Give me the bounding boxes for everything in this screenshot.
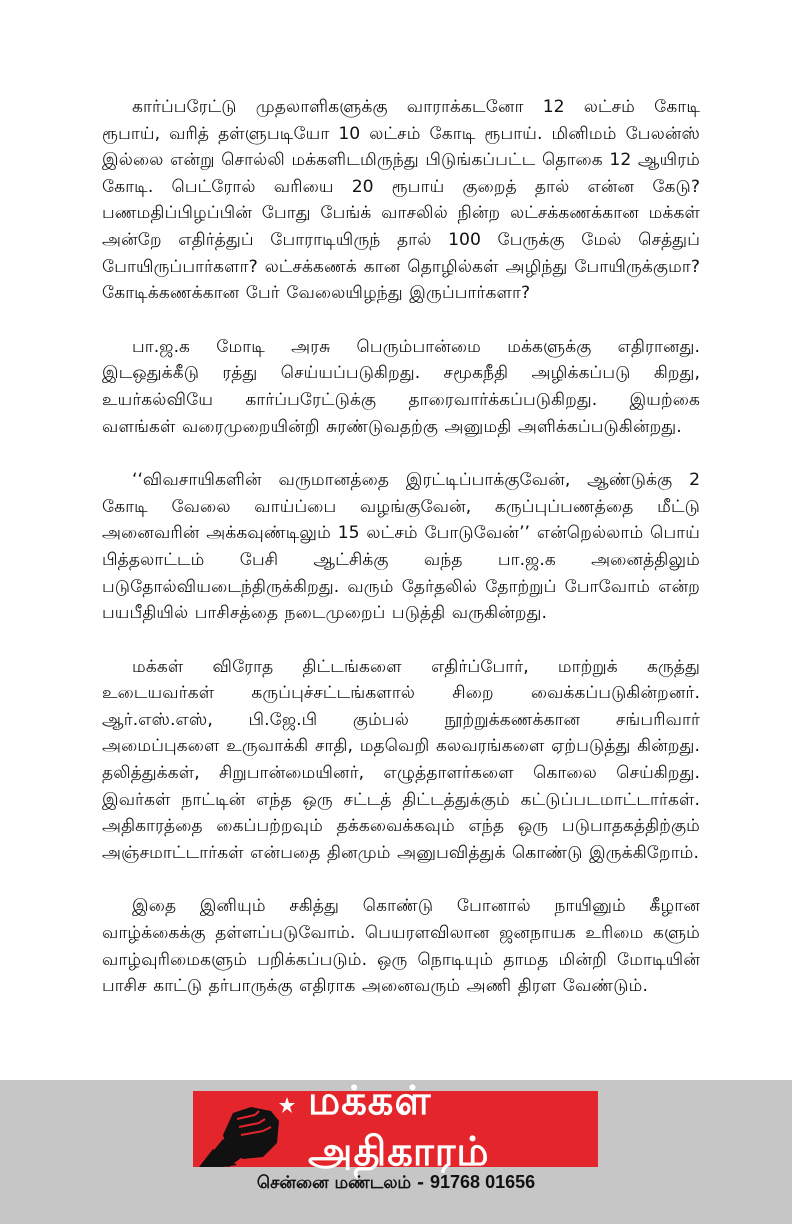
organization-name: மக்கள் அதிகாரம் [308, 1078, 490, 1175]
raised-fist-star-icon [193, 1091, 303, 1167]
paragraph-4: மக்கள் விரோத திட்டங்களை எதிர்ப்போர், மாற்றுக் கருத்து உடையவர்கள் கருப்புச்சட்டங்களால் சிறை வைக்கப்படுகின்றனர். ஆர்.எஸ்.எஸ், பி.ஜே.பி கும்பல் நூற்றுக்கணக்கான சங்பரிவார் அமைப்புகளை உருவாக்கி சாதி, மதவெறி கலவரங்களை ஏற்படுத்து கின்றது. தலித்துக்கள், சிறுபான்மையினர், எழுத்தாளர்களை கொலை செய்கிறது. இவர்கள் நாட்டின் எந்த ஒரு சட்டத் திட்டத்துக்கும் கட்டுப்படமாட்டார்கள். அதிகாரத்தை கைப்பற்றவும் தக்கவைக்கவும் எந்த ஒரு படுபாதகத்திற்கும் அஞ்சமாட்டார்கள் என்பதை தினமும் அனுபவித்துக் கொண்டு இருக்கிறோம். [102, 656, 700, 863]
paragraph-1: கார்ப்பரேட்டு முதலாளிகளுக்கு வாராக்கடனோ 12 லட்சம் கோடி ரூபாய், வரித் தள்ளுபடியோ 10 லட்சம் கோடி ரூபாய். மினிமம் பேலன்ஸ் இல்லை என்று சொல்லி மக்களிடமிருந்து பிடுங்கப்பட்ட தொகை 12 ஆயிரம் கோடி. பெட்ரோல் வரியை 20 ரூபாய் குறைத் தால் என்ன கேடு? பணமதிப்பிழப்பின் போது பேங்க் வாசலில் நின்ற லட்சக்கணக்கான மக்கள் அன்றே எதிர்த்துப் போராடியிருந் தால் 100 பேருக்கு மேல் செத்துப் போயிருப்பார்களா? லட்சக்கணக் கான தொழில்கள் அழிந்து போயிருக்குமா? கோடிக்கணக்கான பேர் வேலையிழந்து இருப்பார்களா? [102, 97, 700, 304]
article-body [102, 94, 700, 1027]
phone-number: 91768 01656 [430, 1172, 536, 1192]
paragraph-5: இதை இனியும் சகித்து கொண்டு போனால் நாயினும் கீழான வாழ்க்கைக்கு தள்ளப்படுவோம். பெயரளவிலான ஜனநாயக உரிமை களும் வாழ்வுரிமைகளும் பறிக்கப்படும். ஒரு நொடியும் தாமத மின்றி மோடியின் பாசிச காட்டு தர்பாருக்கு எதிராக அனைவரும் அணி திரள வேண்டும். [102, 896, 700, 997]
location-label: சென்னை மண்டலம் - [256, 1173, 425, 1193]
organization-banner [193, 1078, 598, 1175]
paragraph-3: ‘‘விவசாயிகளின் வருமானத்தை இரட்டிப்பாக்குவேன், ஆண்டுக்கு 2 கோடி வேலை வாய்ப்பை வழங்குவேன், கருப்புப்பணத்தை மீட்டு அனைவரின் அக்கவுண்டிலும் 15 லட்சம் போடுவேன்’’ என்றெல்லாம் பொய் பித்தலாட்டம் பேசி ஆட்சிக்கு வந்த பா.ஜ.க அனைத்திலும் படுதோல்வியடைந்திருக்கிறது. வரும் தேர்தலில் தோற்றுப் போவோம் என்ற பயபீதியில் பாசிசத்தை நடைமுறைப் படுத்தி வருகின்றது. [102, 470, 700, 624]
contact-line [0, 1172, 792, 1195]
paragraph-2: பா.ஜ.க மோடி அரசு பெரும்பான்மை மக்களுக்கு எதிரானது. இடஒதுக்கீடு ரத்து செய்யப்படுகிறது. சமூகநீதி அழிக்கப்படு கிறது, உயர்கல்வியே கார்ப்பரேட்டுக்கு தாரைவார்க்கப்படுகிறது. இயற்கை வளங்கள் வரைமுறையின்றி சுரண்டுவதற்கு அனுமதி அளிக்கப்படுகின்றது. [102, 336, 700, 437]
